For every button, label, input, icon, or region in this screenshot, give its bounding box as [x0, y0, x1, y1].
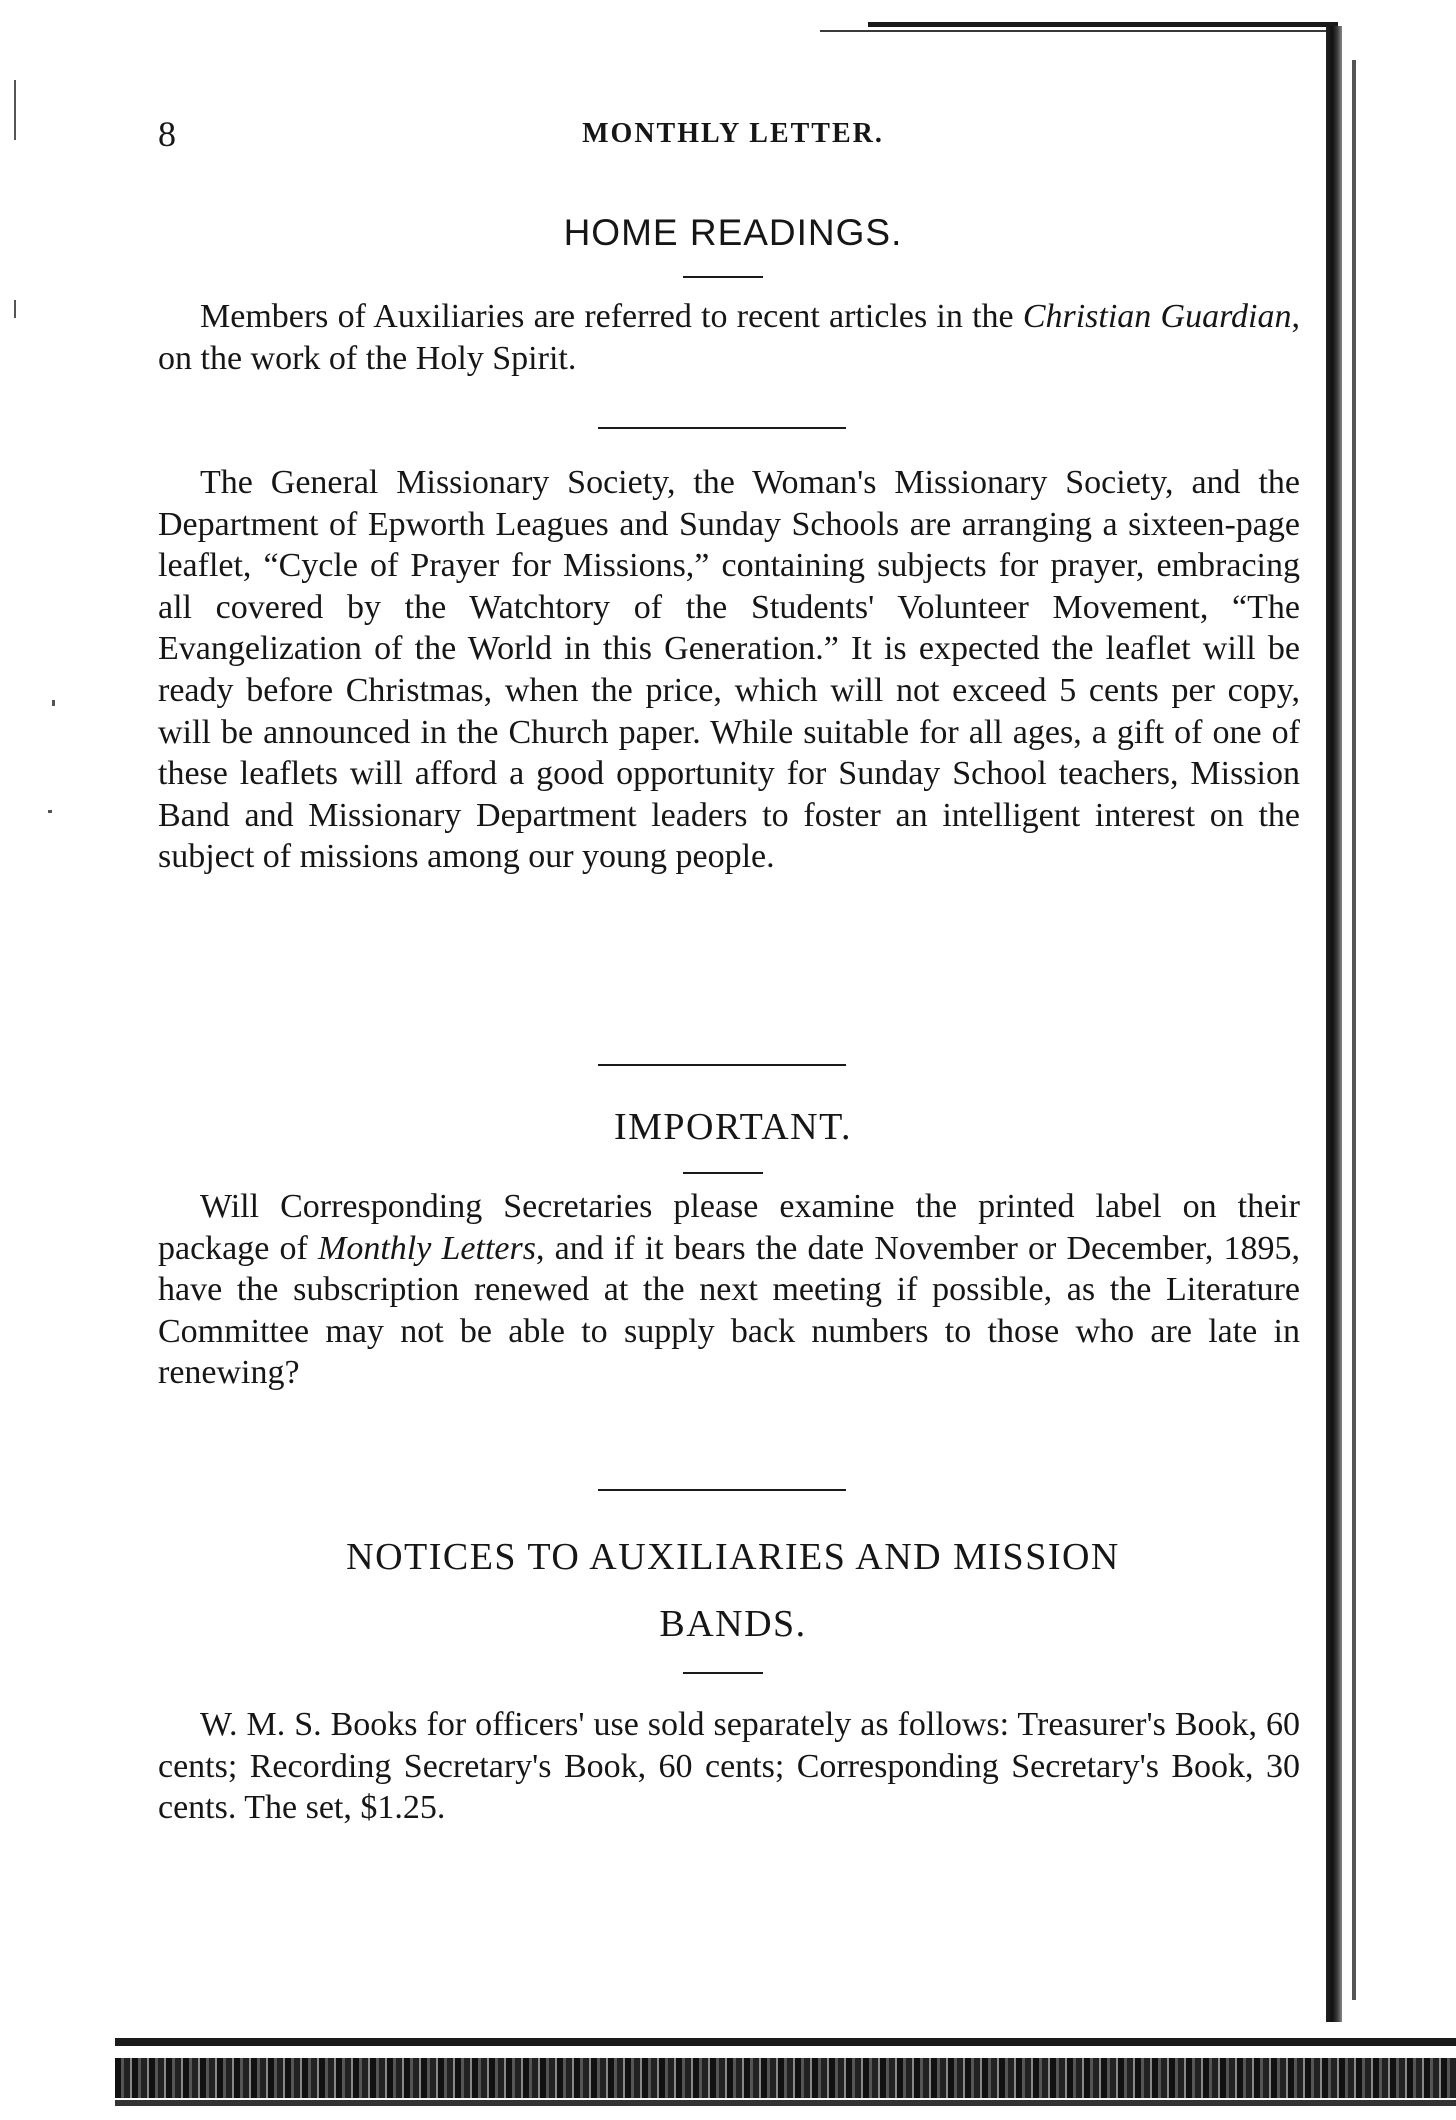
section-divider [598, 427, 846, 429]
section-heading-home-readings: HOME READINGS. [563, 212, 903, 253]
frame-bottom-edge [115, 2058, 1456, 2098]
margin-speck [14, 300, 16, 318]
frame-top-rule [820, 30, 1340, 32]
page-header [158, 112, 1308, 156]
frame-bottom-rule [115, 2100, 1456, 2106]
page-number: 8 [158, 114, 176, 154]
frame-bottom-border [115, 2038, 1456, 2046]
section-heading-important: IMPORTANT. [613, 1106, 853, 1148]
running-title: MONTHLY LETTER. [582, 118, 884, 149]
section-heading-notices-line-2: BANDS. [659, 1603, 807, 1645]
frame-right-border [1326, 26, 1342, 2022]
publication-title: Christian Guardian [1022, 298, 1292, 335]
section-heading-notices-line-1: NOTICES TO AUXILIARIES AND MISSION [346, 1536, 1120, 1578]
cycle-of-prayer-paragraph: The General Missionary Society, the Woman's Missionary Society, and the Department of Epworth Leagues and Sunday Schools are arranging a sixteen-page leaflet, “Cycle of Prayer for Missions,” containing subjects for prayer, embracing all covered by the Watchtory of the Students' Volunteer Movement, “The Evangelization of the World in this Generation.” It is expected the leaflet will be ready before Christmas, when the price, which will not exceed 5 cents per copy, will be announced in the Church paper. While suitable for all ages, a gift of one of these leaflets will afford a good opportunity for Sunday School teachers, Mission Band and Missionary Department leaders to foster an intelligent interest on the subject of missions among our young people. [158, 464, 1300, 876]
section-rule [683, 1172, 763, 1174]
notices-paragraph: W. M. S. Books for officers' use sold separately as follows: Treasurer's Book, 60 cents; Recording Secretary's Book, 60 cents; Corresponding Secretary's Book, 30 cents. The set, $1.25. [158, 1706, 1300, 1827]
margin-speck [48, 810, 52, 813]
margin-speck [52, 700, 55, 706]
section-rule [683, 1672, 763, 1674]
frame-top-border [868, 22, 1338, 27]
frame-right-shadow [1352, 60, 1356, 2000]
margin-speck [14, 80, 16, 140]
section-rule [683, 276, 763, 278]
home-readings-paragraph: Members of Auxiliaries are referred to recent articles in the Christian Guardian, on the work of the Holy Spirit. [158, 298, 1300, 377]
important-paragraph: Will Corresponding Secretaries please examine the printed label on their package of Monthly Letters, and if it bears the date November or December, 1895, have the subscription renewed at the next meeting if possible, as the Literature Committee may not be able to supply back numbers to those who are late in renewing? [158, 1188, 1300, 1392]
section-divider [598, 1064, 846, 1066]
section-divider [598, 1489, 846, 1491]
publication-title: Monthly Letters [318, 1229, 536, 1267]
